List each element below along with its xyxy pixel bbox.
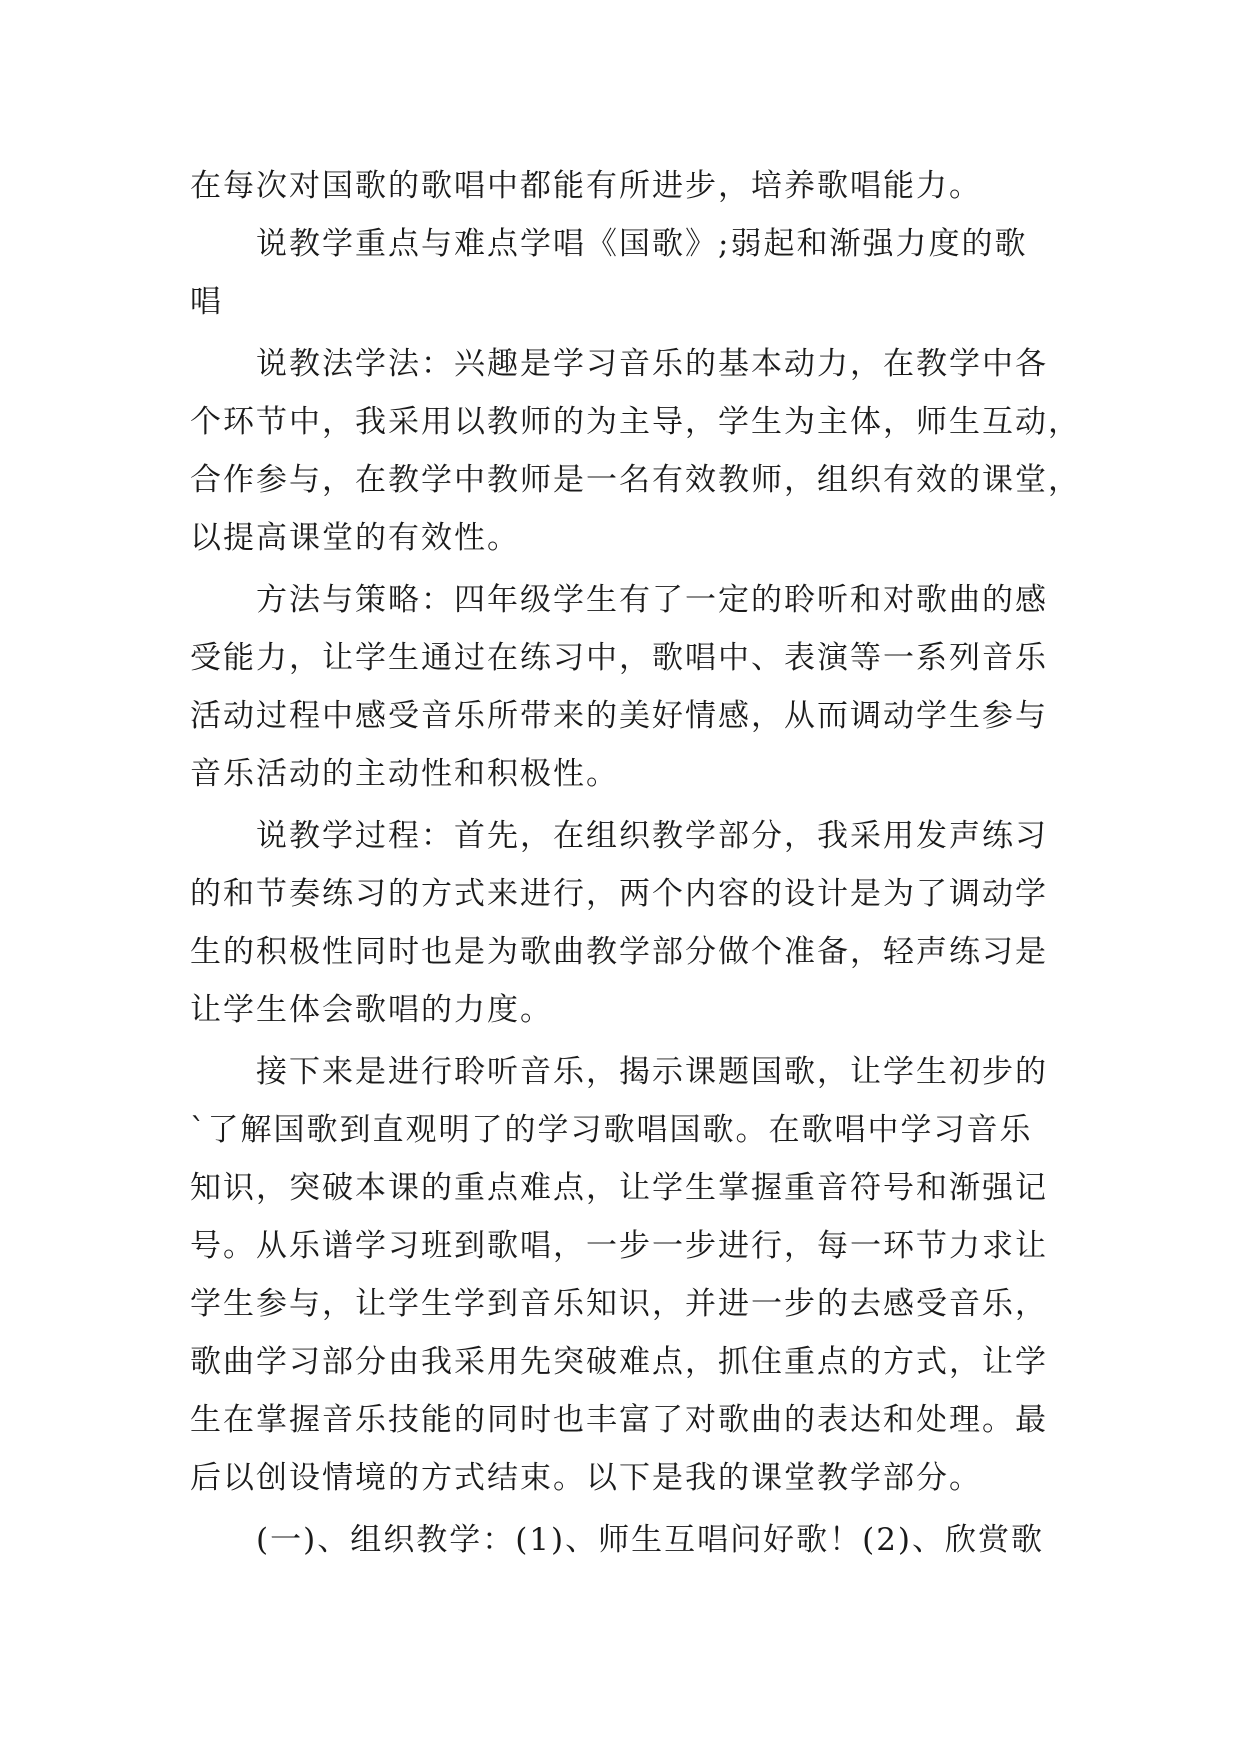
text-line: 说教法学法：兴趣是学习音乐的基本动力，在教学中各 — [256, 346, 1048, 382]
text-line: 唱 — [190, 284, 223, 320]
text-line: `了解国歌到直观明了的学习歌唱国歌。在歌唱中学习音乐 — [190, 1112, 1033, 1148]
text-line: 的和节奏练习的方式来进行，两个内容的设计是为了调动学 — [190, 876, 1048, 912]
text-line: 受能力，让学生通过在练习中，歌唱中、表演等一系列音乐 — [190, 640, 1048, 676]
text-line: 生的积极性同时也是为歌曲教学部分做个准备，轻声练习是 — [190, 934, 1048, 970]
text-line: 号。从乐谱学习班到歌唱，一步一步进行，每一环节力求让 — [190, 1228, 1048, 1264]
text-line: 知识，突破本课的重点难点，让学生掌握重音符号和渐强记 — [190, 1170, 1048, 1206]
text-line: 方法与策略：四年级学生有了一定的聆听和对歌曲的感 — [256, 582, 1048, 618]
text-line: 音乐活动的主动性和积极性。 — [190, 756, 619, 792]
text-line: 合作参与，在教学中教师是一名有效教师，组织有效的课堂， — [190, 462, 1081, 498]
text-line: 说教学重点与难点学唱《国歌》;弱起和渐强力度的歌 — [256, 226, 1028, 262]
text-line: 接下来是进行聆听音乐，揭示课题国歌，让学生初步的 — [256, 1054, 1048, 1090]
text-line: (一)、组织教学：(1)、师生互唱问好歌！(2)、欣赏歌 — [256, 1522, 1045, 1558]
text-line: 生在掌握音乐技能的同时也丰富了对歌曲的表达和处理。最 — [190, 1402, 1048, 1438]
text-line: 歌曲学习部分由我采用先突破难点，抓住重点的方式，让学 — [190, 1344, 1048, 1380]
text-line: 说教学过程：首先，在组织教学部分，我采用发声练习 — [256, 818, 1048, 854]
text-line: 学生参与，让学生学到音乐知识，并进一步的去感受音乐， — [190, 1286, 1048, 1322]
text-line: 以提高课堂的有效性。 — [190, 520, 520, 556]
text-line: 活动过程中感受音乐所带来的美好情感，从而调动学生参与 — [190, 698, 1048, 734]
text-line: 在每次对国歌的歌唱中都能有所进步，培养歌唱能力。 — [190, 168, 982, 204]
text-line: 后以创设情境的方式结束。以下是我的课堂教学部分。 — [190, 1460, 982, 1496]
text-line: 个环节中，我采用以教师的为主导，学生为主体，师生互动， — [190, 404, 1081, 440]
text-line: 让学生体会歌唱的力度。 — [190, 992, 553, 1028]
